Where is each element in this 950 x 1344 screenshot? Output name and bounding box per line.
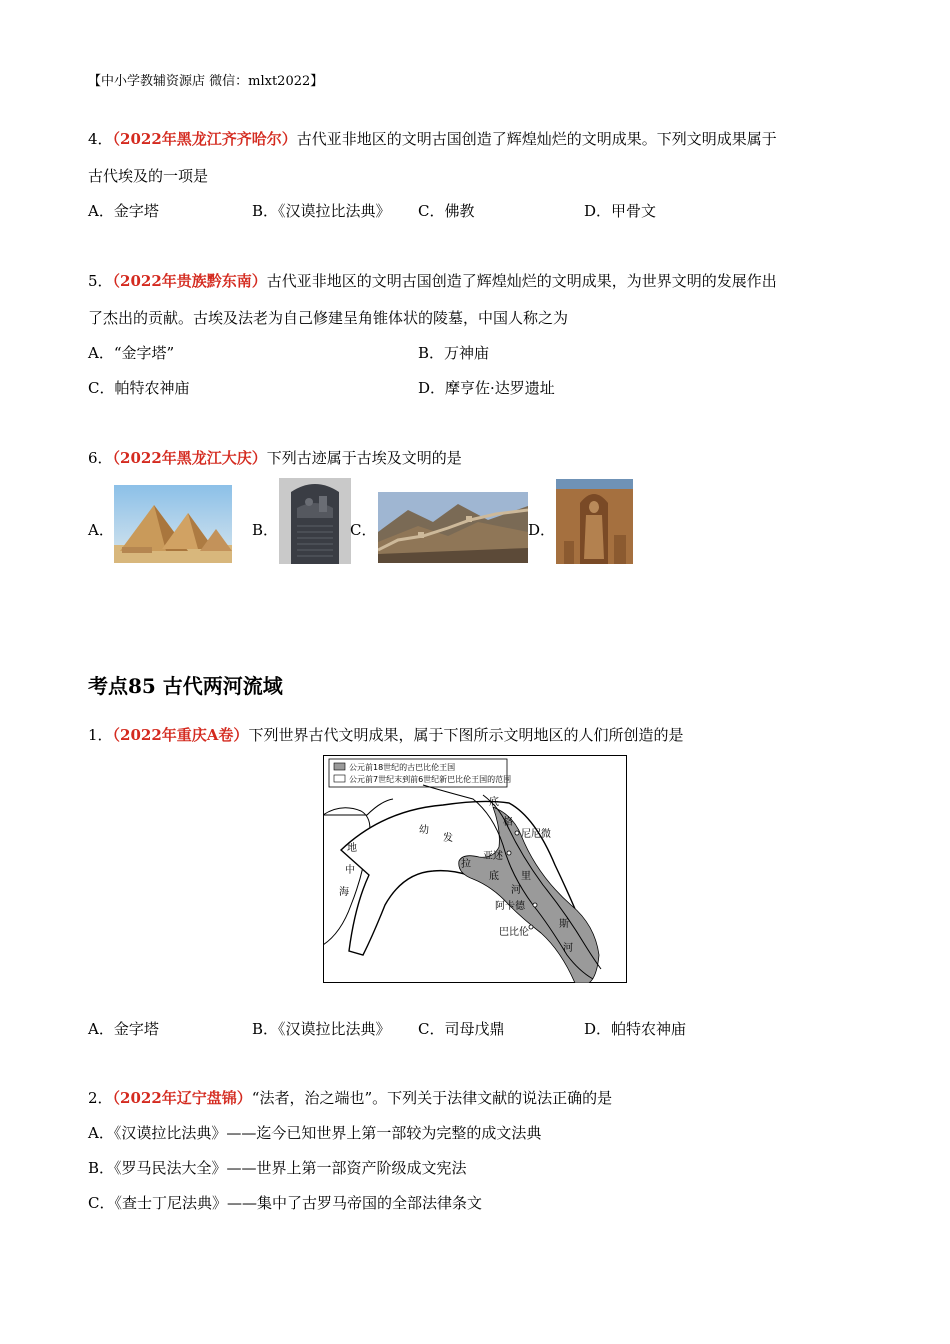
s2-source: （2022年辽宁盘锦）	[112, 1089, 252, 1107]
s2-line1	[88, 1087, 612, 1108]
map-label: 中	[345, 865, 355, 876]
map-label: 地	[347, 843, 357, 854]
section-title: 考点85 古代两河流域	[88, 674, 283, 698]
s1-option-d[interactable]: D．帕特农神庙	[584, 1020, 687, 1038]
s1-option-c[interactable]: C．司母戊鼎	[418, 1020, 505, 1038]
q6-option-b[interactable]: B．	[252, 521, 279, 539]
q4-number: 4．	[88, 130, 113, 148]
map-label: 拉	[461, 859, 471, 870]
bamiyan-buddha-image[interactable]	[556, 479, 633, 564]
s2-option-c[interactable]: C．《查士丁尼法典》——集中了古罗马帝国的全部法律条文	[88, 1194, 482, 1212]
q4-line2: 古代埃及的一项是	[88, 167, 209, 185]
map-label: 底	[489, 797, 499, 808]
map-label: 发	[443, 833, 453, 844]
header-note: 【中小学教辅资源店 微信：mlxt2022】	[88, 74, 324, 89]
map-label: 巴比伦	[499, 927, 529, 938]
map-label: 里	[521, 871, 531, 882]
s1-line1	[88, 724, 683, 745]
q5-source: （2022年贵族黔东南）	[112, 272, 267, 290]
s2-text: “法者，治之端也”。下列关于法律文献的说法正确的是	[251, 1089, 613, 1107]
q6-option-c[interactable]: C．	[350, 521, 377, 539]
q5-line1	[88, 270, 777, 291]
map-label: 河	[511, 885, 521, 896]
s1-source: （2022年重庆A卷）	[112, 726, 249, 744]
map-legend-2: 公元前7世纪末到前6世纪新巴比伦王国的范围	[349, 775, 512, 784]
q5-option-c[interactable]: C．帕特农神庙	[88, 379, 190, 397]
q4-line1	[88, 128, 777, 149]
map-label: 亚述	[483, 851, 503, 862]
q4-option-a[interactable]: A．金字塔	[88, 202, 159, 220]
map-label: 幼	[419, 825, 429, 836]
q4-text: 古代亚非地区的文明古国创造了辉煌灿烂的文明成果。下列文明成果属于	[296, 130, 777, 148]
q6-option-d[interactable]: D．	[528, 521, 556, 539]
q6-line1	[88, 447, 462, 468]
map-legend-1: 公元前18世纪的古巴比伦王国	[349, 763, 456, 772]
q5-option-a[interactable]: A．“金字塔”	[88, 344, 175, 362]
great-wall-image[interactable]	[378, 492, 528, 563]
q5-line2: 了杰出的贡献。古埃及法老为自己修建呈角锥体状的陵墓，中国人称之为	[88, 309, 569, 327]
s1-option-b[interactable]: B．《汉谟拉比法典》	[252, 1020, 391, 1038]
q5-number: 5．	[88, 272, 113, 290]
stele-image[interactable]	[279, 478, 351, 564]
q4-source: （2022年黑龙江齐齐哈尔）	[112, 130, 297, 148]
q5-option-d[interactable]: D．摩亨佐·达罗遗址	[418, 379, 555, 397]
s1-number: 1．	[88, 726, 113, 744]
q4-option-b[interactable]: B．《汉谟拉比法典》	[252, 202, 391, 220]
q5-text: 古代亚非地区的文明古国创造了辉煌灿烂的文明成果，为世界文明的发展作出	[266, 272, 777, 290]
s2-option-b[interactable]: B．《罗马民法大全》——世界上第一部资产阶级成文宪法	[88, 1159, 467, 1177]
q4-option-d[interactable]: D．甲骨文	[584, 202, 657, 220]
q6-number: 6．	[88, 449, 113, 467]
q4-option-c[interactable]: C．佛教	[418, 202, 475, 220]
pyramids-image[interactable]	[114, 485, 232, 563]
s2-number: 2．	[88, 1089, 113, 1107]
map-label: 格	[503, 817, 513, 828]
q6-option-a[interactable]: A．	[88, 521, 114, 539]
q6-text: 下列古迹属于古埃及文明的是	[266, 449, 462, 467]
q5-option-b[interactable]: B．万神庙	[418, 344, 490, 362]
map-label: 海	[339, 887, 349, 898]
q6-source: （2022年黑龙江大庆）	[112, 449, 267, 467]
map-label: 河	[563, 943, 573, 954]
map-label: 底	[489, 871, 499, 882]
map-label: 尼尼微	[521, 829, 551, 840]
map-label: 阿卡德	[495, 901, 525, 912]
s2-option-a[interactable]: A．《汉谟拉比法典》——迄今已知世界上第一部较为完整的成文法典	[88, 1124, 542, 1142]
s1-text: 下列世界古代文明成果，属于下图所示文明地区的人们所创造的是	[248, 726, 684, 744]
mesopotamia-map	[323, 755, 627, 983]
s1-option-a[interactable]: A．金字塔	[88, 1020, 159, 1038]
map-label: 斯	[559, 919, 569, 930]
